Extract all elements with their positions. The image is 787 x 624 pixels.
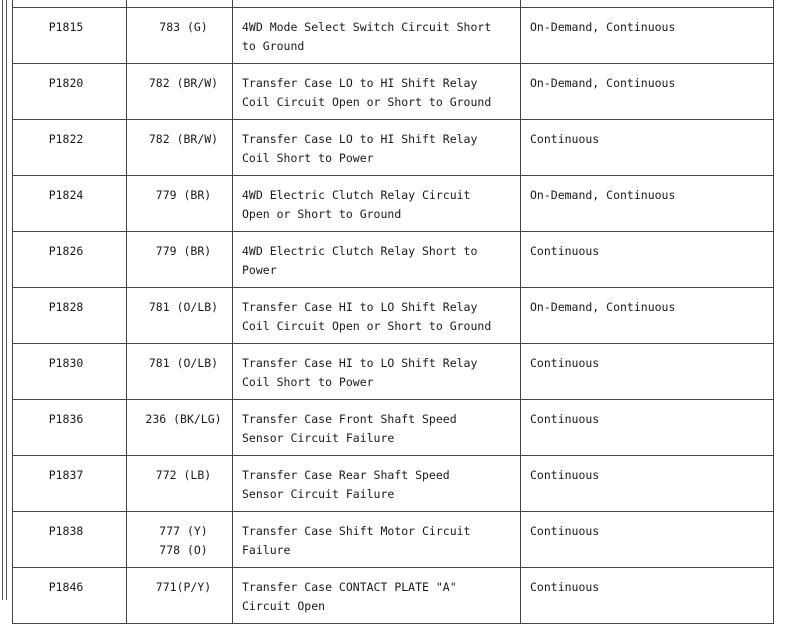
monitor-type-cell: Continuous — [521, 512, 774, 568]
monitor-type-cell: On-Demand, Continuous — [521, 8, 774, 64]
monitor-type-cell: On-Demand, Continuous — [521, 64, 774, 120]
monitor-type-cell: Continuous — [521, 400, 774, 456]
circuit-cell — [127, 512, 233, 568]
circuit-cell — [127, 344, 233, 400]
description-line: 4WD Electric Clutch Relay Short to — [242, 244, 478, 258]
circuit-number: 779 (BR) — [155, 244, 212, 258]
monitor-type-cell: Continuous — [521, 568, 774, 624]
description-line: Transfer Case Rear Shaft Speed — [242, 468, 450, 482]
dtc-code-cell: P1815 — [13, 8, 127, 64]
table-row — [13, 8, 774, 64]
dtc-code-cell: P1830 — [13, 344, 127, 400]
table-row-stub — [13, 0, 774, 8]
description-line: Coil Short to Power — [242, 150, 374, 165]
page-border-left — [2, 0, 3, 600]
table-row — [13, 176, 774, 232]
circuit-number: 782 (BR/W) — [148, 76, 219, 90]
table-row — [13, 120, 774, 176]
circuit-number: 782 (BR/W) — [148, 132, 219, 146]
description-line: Transfer Case HI to LO Shift Relay — [242, 300, 478, 314]
description-line: Coil Circuit Open or Short to Ground — [242, 94, 492, 109]
circuit-cell — [127, 120, 233, 176]
description-line: Transfer Case Front Shaft Speed — [242, 412, 457, 426]
table-row — [13, 400, 774, 456]
table-row — [13, 232, 774, 288]
description-line: Transfer Case Shift Motor Circuit — [242, 524, 471, 538]
table-row — [13, 344, 774, 400]
table-row — [13, 456, 774, 512]
circuit-number: 771(P/Y) — [155, 580, 212, 594]
dtc-table-body — [13, 0, 774, 624]
monitor-type-cell: On-Demand, Continuous — [521, 288, 774, 344]
circuit-number: 772 (LB) — [155, 468, 212, 482]
circuit-number: 779 (BR) — [155, 188, 212, 202]
description-line: Transfer Case LO to HI Shift Relay — [242, 76, 478, 90]
description-line: Coil Short to Power — [242, 374, 374, 389]
dtc-code-cell: P1828 — [13, 288, 127, 344]
dtc-code-cell: P1837 — [13, 456, 127, 512]
description-cell — [233, 288, 521, 344]
description-line: to Ground — [242, 38, 305, 53]
table-row — [13, 512, 774, 568]
page-border-left-inner — [6, 0, 7, 600]
description-cell — [233, 400, 521, 456]
description-cell — [233, 8, 521, 64]
description-cell — [233, 64, 521, 120]
dtc-code-cell: P1820 — [13, 64, 127, 120]
dtc-table — [12, 0, 774, 624]
dtc-code-cell: P1824 — [13, 176, 127, 232]
monitor-type-cell: Continuous — [521, 120, 774, 176]
circuit-cell — [127, 8, 233, 64]
circuit-cell — [127, 288, 233, 344]
cell-stub — [13, 0, 127, 8]
dtc-code-cell: P1838 — [13, 512, 127, 568]
description-line: Sensor Circuit Failure — [242, 486, 395, 501]
table-row — [13, 568, 774, 624]
dtc-code-cell: P1836 — [13, 400, 127, 456]
description-line: Power — [242, 262, 277, 277]
circuit-cell — [127, 456, 233, 512]
monitor-type-cell: On-Demand, Continuous — [521, 176, 774, 232]
monitor-type-cell: Continuous — [521, 232, 774, 288]
description-line: 4WD Electric Clutch Relay Circuit — [242, 188, 471, 202]
dtc-code-cell: P1846 — [13, 568, 127, 624]
dtc-code-cell: P1826 — [13, 232, 127, 288]
circuit-cell — [127, 64, 233, 120]
description-line: Circuit Open — [242, 598, 326, 613]
description-line: Open or Short to Ground — [242, 206, 402, 221]
monitor-type-cell: Continuous — [521, 456, 774, 512]
circuit-cell — [127, 568, 233, 624]
description-line: Sensor Circuit Failure — [242, 430, 395, 445]
table-row — [13, 288, 774, 344]
circuit-number: 783 (G) — [159, 20, 208, 34]
cell-stub — [521, 0, 774, 8]
description-cell — [233, 344, 521, 400]
cell-stub — [127, 0, 233, 8]
description-line: Failure — [242, 542, 291, 557]
description-cell — [233, 568, 521, 624]
circuit-number: 781 (O/LB) — [148, 300, 219, 314]
dtc-code-cell: P1822 — [13, 120, 127, 176]
description-line: Transfer Case LO to HI Shift Relay — [242, 132, 478, 146]
cell-stub — [233, 0, 521, 8]
description-cell — [233, 232, 521, 288]
circuit-cell — [127, 400, 233, 456]
circuit-number: 777 (Y) — [159, 524, 208, 538]
description-line: 4WD Mode Select Switch Circuit Short — [242, 20, 492, 34]
description-cell — [233, 456, 521, 512]
description-line: Coil Circuit Open or Short to Ground — [242, 318, 492, 333]
circuit-number: 236 (BK/LG) — [145, 412, 222, 426]
description-cell — [233, 176, 521, 232]
circuit-number: 781 (O/LB) — [148, 356, 219, 370]
table-row — [13, 64, 774, 120]
description-cell — [233, 512, 521, 568]
circuit-cell — [127, 176, 233, 232]
circuit-number: 778 (O) — [159, 542, 208, 557]
monitor-type-cell: Continuous — [521, 344, 774, 400]
circuit-cell — [127, 232, 233, 288]
description-line: Transfer Case CONTACT PLATE "A" — [242, 580, 457, 594]
description-cell — [233, 120, 521, 176]
description-line: Transfer Case HI to LO Shift Relay — [242, 356, 478, 370]
